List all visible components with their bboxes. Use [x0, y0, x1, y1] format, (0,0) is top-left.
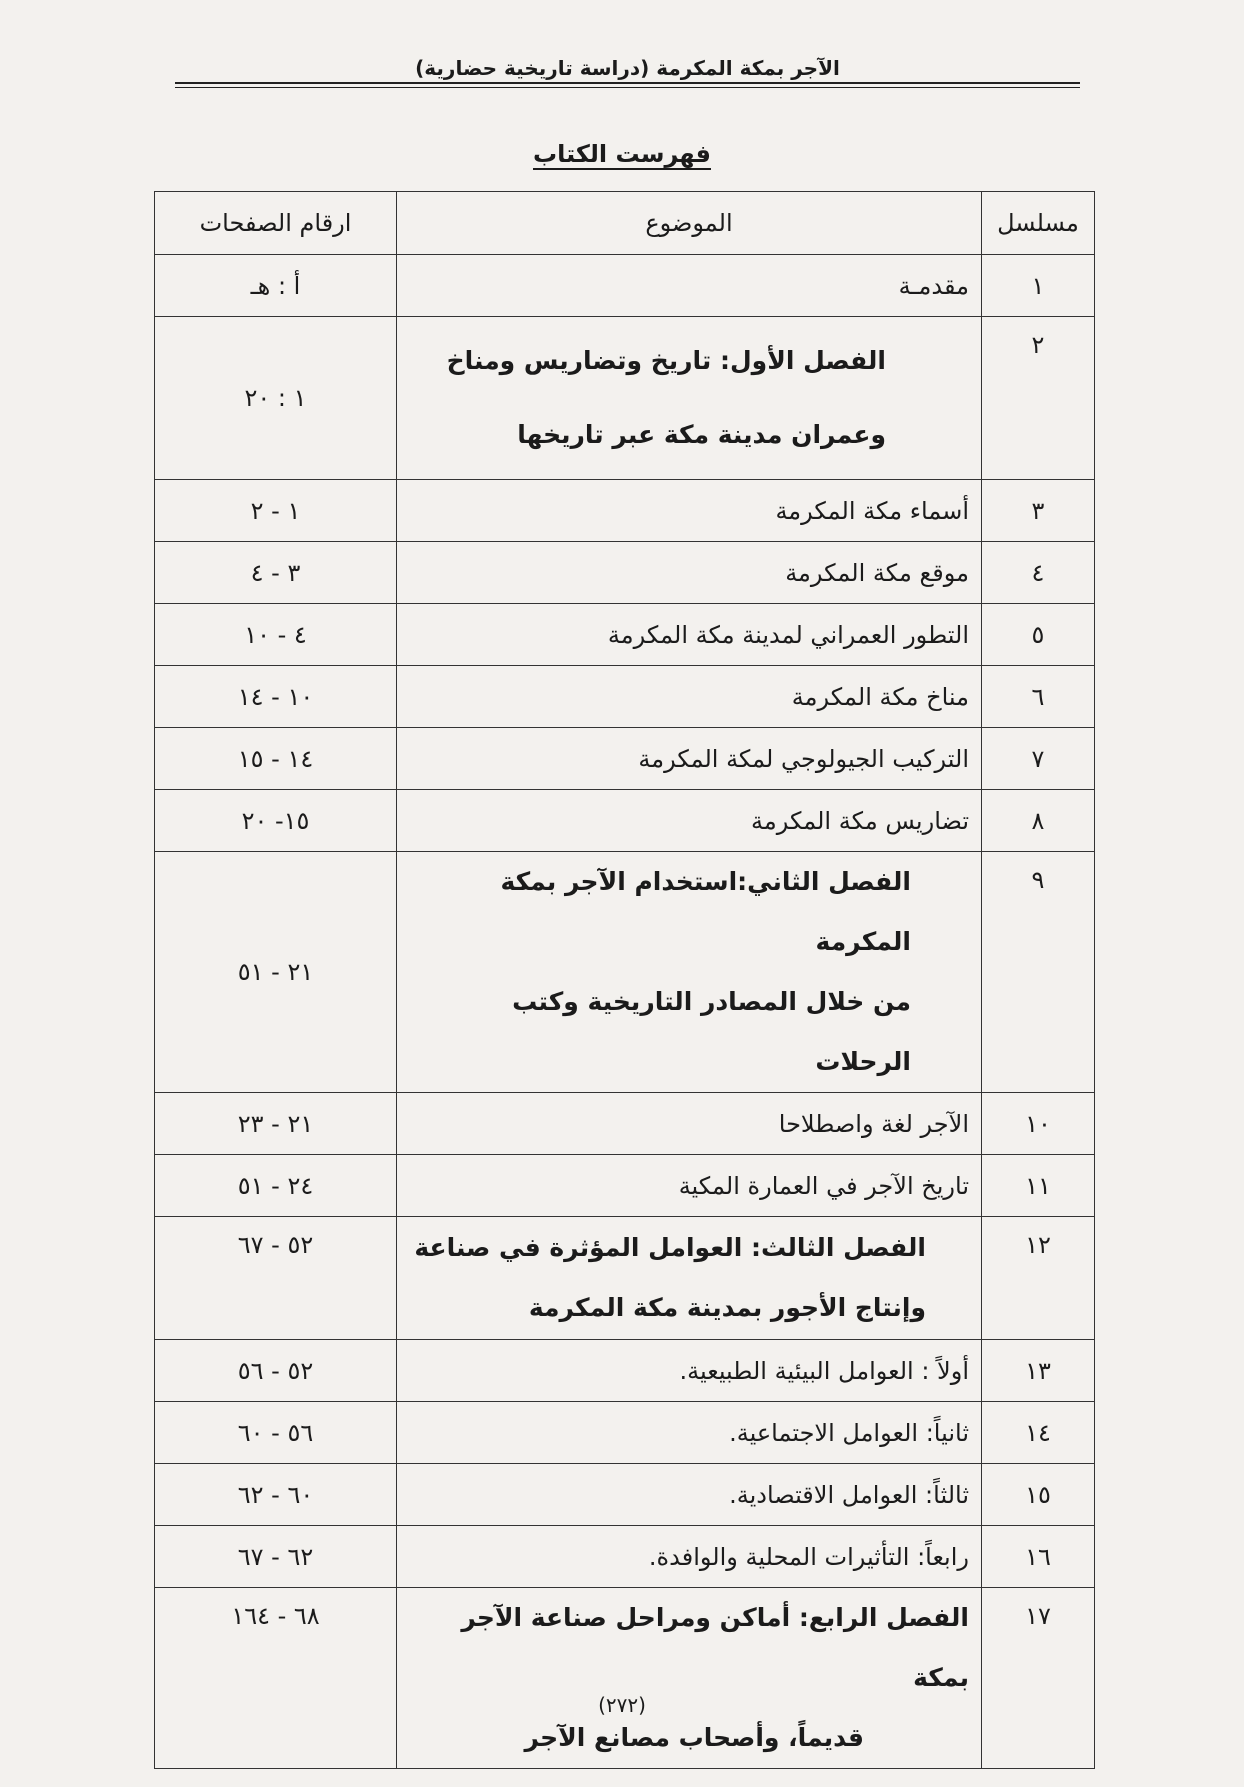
row-topic: تاريخ الآجر في العمارة المكية	[397, 1155, 982, 1217]
row-pages: ٦٠ - ٦٢	[155, 1464, 397, 1526]
row-pages: ١ : ٢٠	[155, 317, 397, 480]
table-row	[155, 1217, 1095, 1340]
table-row	[155, 666, 1095, 728]
running-header	[175, 52, 1080, 92]
chapter-title-line: قديماً، وأصحاب مصانع الآجر	[524, 1723, 864, 1752]
row-topic: مقدمـة	[397, 255, 982, 317]
table-row	[155, 1464, 1095, 1526]
row-topic: أولاً : العوامل البيئية الطبيعية.	[397, 1340, 982, 1402]
table-row	[155, 604, 1095, 666]
row-num: ٤	[982, 542, 1095, 604]
row-pages: ٣ - ٤	[155, 542, 397, 604]
header-pages: ارقام الصفحات	[155, 192, 397, 255]
row-num: ١٠	[982, 1093, 1095, 1155]
table-row	[155, 852, 1095, 1093]
table-row	[155, 1526, 1095, 1588]
header-topic: الموضوع	[397, 192, 982, 255]
row-num: ١٧	[982, 1588, 1095, 1769]
page-number: (٢٧٢)	[598, 1693, 646, 1717]
table-row	[155, 480, 1095, 542]
chapter-title-line: الفصل الرابع: أماكن ومراحل صناعة الآجر بمكة	[461, 1603, 969, 1692]
row-num: ١١	[982, 1155, 1095, 1217]
row-pages: ٢١ - ٥١	[155, 852, 397, 1093]
chapter-title-line: من خلال المصادر التاريخية وكتب الرحلات	[512, 987, 911, 1076]
toc-table	[154, 191, 1095, 1769]
row-num: ٣	[982, 480, 1095, 542]
row-pages: ١٤ - ١٥	[155, 728, 397, 790]
table-row	[155, 255, 1095, 317]
row-pages: ٢١ - ٢٣	[155, 1093, 397, 1155]
row-topic: أسماء مكة المكرمة	[397, 480, 982, 542]
chapter-title-line: وعمران مدينة مكة عبر تاريخها	[517, 420, 886, 449]
table-header-row	[155, 192, 1095, 255]
running-title: الآجر بمكة المكرمة (دراسة تاريخية حضارية)	[401, 56, 854, 80]
row-num: ٨	[982, 790, 1095, 852]
row-pages: ١ - ٢	[155, 480, 397, 542]
row-pages: ٢٤ - ٥١	[155, 1155, 397, 1217]
row-pages: أ : هـ	[155, 255, 397, 317]
header-serial: مسلسل	[982, 192, 1095, 255]
table-row	[155, 790, 1095, 852]
heading-text: فهرست الكتاب	[533, 140, 711, 168]
chapter-title-line: وإنتاج الأجور بمدينة مكة المكرمة	[528, 1293, 926, 1322]
chapter-title-line: الفصل الثالث: العوامل المؤثرة في صناعة	[414, 1233, 926, 1262]
row-topic: رابعاً: التأثيرات المحلية والوافدة.	[397, 1526, 982, 1588]
header-rule	[175, 82, 1080, 88]
row-topic: الآجر لغة واصطلاحا	[397, 1093, 982, 1155]
table-row	[155, 1402, 1095, 1464]
row-pages: ٦٨ - ١٦٤	[155, 1588, 397, 1769]
chapter-title-line: الفصل الأول: تاريخ وتضاريس ومناخ	[446, 346, 886, 375]
row-num: ٩	[982, 852, 1095, 1093]
table-row	[155, 317, 1095, 480]
row-topic	[397, 1588, 982, 1769]
table-row	[155, 1588, 1095, 1769]
table-row	[155, 1155, 1095, 1217]
row-num: ١٣	[982, 1340, 1095, 1402]
row-topic	[397, 1217, 982, 1340]
row-pages: ٥٢ - ٦٧	[155, 1217, 397, 1340]
row-num: ٥	[982, 604, 1095, 666]
row-pages: ٦٢ - ٦٧	[155, 1526, 397, 1588]
row-topic: ثانياً: العوامل الاجتماعية.	[397, 1402, 982, 1464]
row-pages: ٤ - ١٠	[155, 604, 397, 666]
row-num: ٦	[982, 666, 1095, 728]
row-topic: موقع مكة المكرمة	[397, 542, 982, 604]
page-heading	[0, 140, 1244, 168]
row-topic: مناخ مكة المكرمة	[397, 666, 982, 728]
row-topic	[397, 317, 982, 480]
row-num: ١٢	[982, 1217, 1095, 1340]
row-num: ١٤	[982, 1402, 1095, 1464]
table-row	[155, 542, 1095, 604]
row-pages: ١٠ - ١٤	[155, 666, 397, 728]
row-topic	[397, 852, 982, 1093]
row-topic: تضاريس مكة المكرمة	[397, 790, 982, 852]
row-pages: ٥٢ - ٥٦	[155, 1340, 397, 1402]
row-num: ١٦	[982, 1526, 1095, 1588]
row-num: ٢	[982, 317, 1095, 480]
table-row	[155, 728, 1095, 790]
row-pages: ١٥- ٢٠	[155, 790, 397, 852]
row-topic: التطور العمراني لمدينة مكة المكرمة	[397, 604, 982, 666]
chapter-title-line: الفصل الثاني:استخدام الآجر بمكة المكرمة	[500, 867, 911, 956]
row-pages: ٥٦ - ٦٠	[155, 1402, 397, 1464]
row-num: ١٥	[982, 1464, 1095, 1526]
table-row	[155, 1093, 1095, 1155]
row-topic: التركيب الجيولوجي لمكة المكرمة	[397, 728, 982, 790]
row-num: ٧	[982, 728, 1095, 790]
row-num: ١	[982, 255, 1095, 317]
table-row	[155, 1340, 1095, 1402]
row-topic: ثالثاً: العوامل الاقتصادية.	[397, 1464, 982, 1526]
